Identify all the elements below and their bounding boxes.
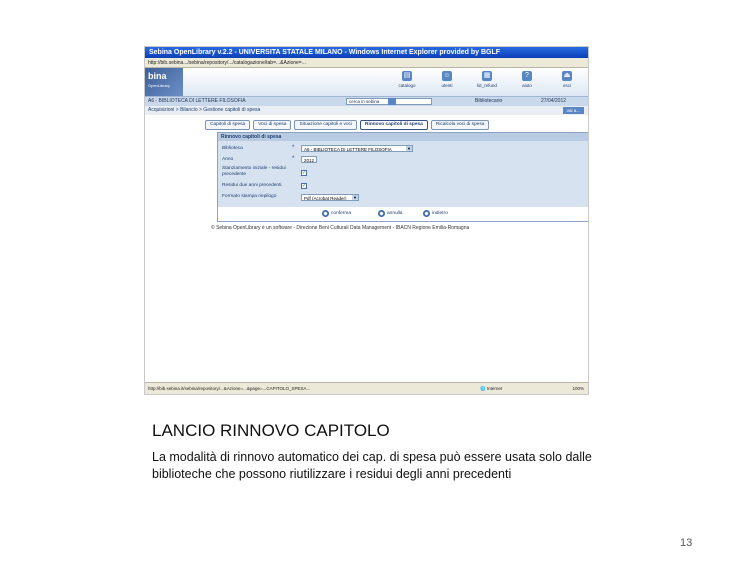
toolbar-label: esci — [562, 83, 571, 88]
chevron-down-icon: ▼ — [407, 146, 411, 151]
required-marker: * — [292, 156, 295, 162]
cancel-icon — [378, 210, 385, 217]
tab-bar — [205, 120, 489, 130]
library-name: A6 - BIBLIOTECA DI LETTERE FILOSOFIA — [148, 98, 246, 104]
exit-icon: ⏏ — [563, 72, 571, 79]
toolbar-label: kit_refund — [477, 83, 497, 88]
cancel-button[interactable] — [378, 210, 402, 217]
toolbar-label: utenti — [441, 83, 453, 88]
current-date: 27/04/2012 — [541, 98, 567, 104]
window-title: Sebina OpenLibrary v.2.2 - UNIVERSITA STATALE MILANO - Windows Internet Explorer provided by BGLF — [145, 47, 588, 58]
inventory-icon: ▦ — [483, 72, 491, 79]
breadcrumb-path[interactable]: Acquisizioni > Bilancio > Gestione capitoli di spesa — [148, 107, 261, 113]
catalog-icon: ▤ — [403, 72, 411, 79]
zone-label: Internet — [486, 386, 503, 391]
chevron-down-icon: ▼ — [353, 195, 357, 200]
slide-heading: LANCIO RINNOVO CAPITOLO — [152, 421, 390, 440]
slide-description: La modalità di rinnovo automatico dei cap. di spesa può essere usata solo dalle biblioteche che possono riutilizzare i residui degli anni precedenti — [152, 450, 592, 481]
logo-subtitle: OpenLibrary — [148, 83, 171, 88]
search-go-button[interactable] — [388, 98, 396, 105]
address-bar[interactable]: http://bib.sebina.../sebina/repository/.../catalogazione/tab=...&Azione=... — [145, 58, 588, 68]
tab-voci[interactable]: Voci di spesa — [253, 120, 291, 130]
toolbar-help-button[interactable] — [512, 71, 542, 88]
zoom-level[interactable]: 100% — [572, 386, 584, 391]
help-icon: ? — [522, 71, 532, 81]
toolbar-label: aiuto — [522, 83, 532, 88]
toolbar-label: catalogo — [398, 83, 416, 88]
internet-zone: 🌐 Internet — [480, 386, 503, 391]
footer-credits: © Sebina OpenLibrary è un software - Direzione Beni Culturali Data Management - IBACN Regione Emilia-Romagna — [211, 225, 470, 231]
toolbar-users-button[interactable] — [432, 71, 462, 88]
search-input[interactable]: cerca in sebina — [346, 98, 432, 105]
status-url: http://bib.sebina.it/sebina/repository/...&Azione=...&page=...CAPITOLO_SPESA... — [148, 386, 311, 391]
confirm-icon — [322, 210, 329, 217]
panel-form — [218, 141, 588, 207]
toolbar-exit-button[interactable] — [552, 71, 582, 88]
tab-capitoli[interactable]: Capitoli di spesa — [205, 120, 250, 130]
users-icon: ☺ — [443, 72, 451, 79]
confirm-label: conferma — [331, 211, 351, 216]
biblioteca-label: Biblioteca — [222, 146, 243, 151]
toolbar-inventory-button[interactable] — [472, 71, 502, 88]
page-number: 13 — [680, 537, 693, 549]
toolbar-icons — [392, 71, 582, 88]
cancel-label: annulla — [387, 211, 403, 216]
residui-label: Stanziamento iniziale - residui precedente — [222, 166, 286, 177]
current-user: Bibliotecario — [475, 98, 503, 104]
panel-title: Rinnovo capitoli di spesa — [218, 133, 588, 141]
anno-label: Anno — [222, 157, 234, 162]
due-anni-checkbox[interactable]: ✓ — [302, 183, 307, 189]
tab-rinnovo[interactable]: Rinnovo capitoli di spesa — [360, 120, 428, 130]
formato-select[interactable] — [301, 194, 359, 201]
formato-label: Formato stampa riepilogo — [222, 194, 277, 199]
status-bar — [145, 382, 588, 394]
panel-actions — [218, 207, 588, 221]
formato-value: Pdf (Acrobat Reader) — [304, 196, 347, 201]
anno-input[interactable]: 2012 — [301, 156, 317, 163]
toolbar-catalog-button[interactable] — [392, 71, 422, 88]
info-bar — [145, 97, 588, 106]
confirm-button[interactable] — [322, 210, 351, 217]
app-header — [145, 68, 588, 97]
logo-text: bina — [148, 71, 167, 81]
goto-button[interactable]: vai a... — [563, 107, 584, 114]
back-label: indietro — [432, 211, 448, 216]
back-icon — [423, 210, 430, 217]
sebina-logo — [145, 68, 183, 96]
residui-checkbox[interactable]: ✓ — [302, 170, 307, 176]
breadcrumb — [145, 106, 588, 115]
required-marker: * — [292, 145, 295, 151]
tab-ricalcola[interactable]: Ricalcola voci di spesa — [431, 120, 490, 130]
due-anni-label: Residui due anni precedenti — [222, 183, 282, 188]
biblioteca-value: A6 - BIBLIOTECA DI LETTERE FILOSOFIA — [304, 147, 392, 152]
rinnovo-panel — [217, 132, 588, 222]
browser-screenshot — [145, 47, 588, 394]
back-button[interactable] — [423, 210, 448, 217]
biblioteca-select[interactable] — [301, 145, 413, 152]
tab-situazione[interactable]: Situazione capitoli e voci — [294, 120, 357, 130]
